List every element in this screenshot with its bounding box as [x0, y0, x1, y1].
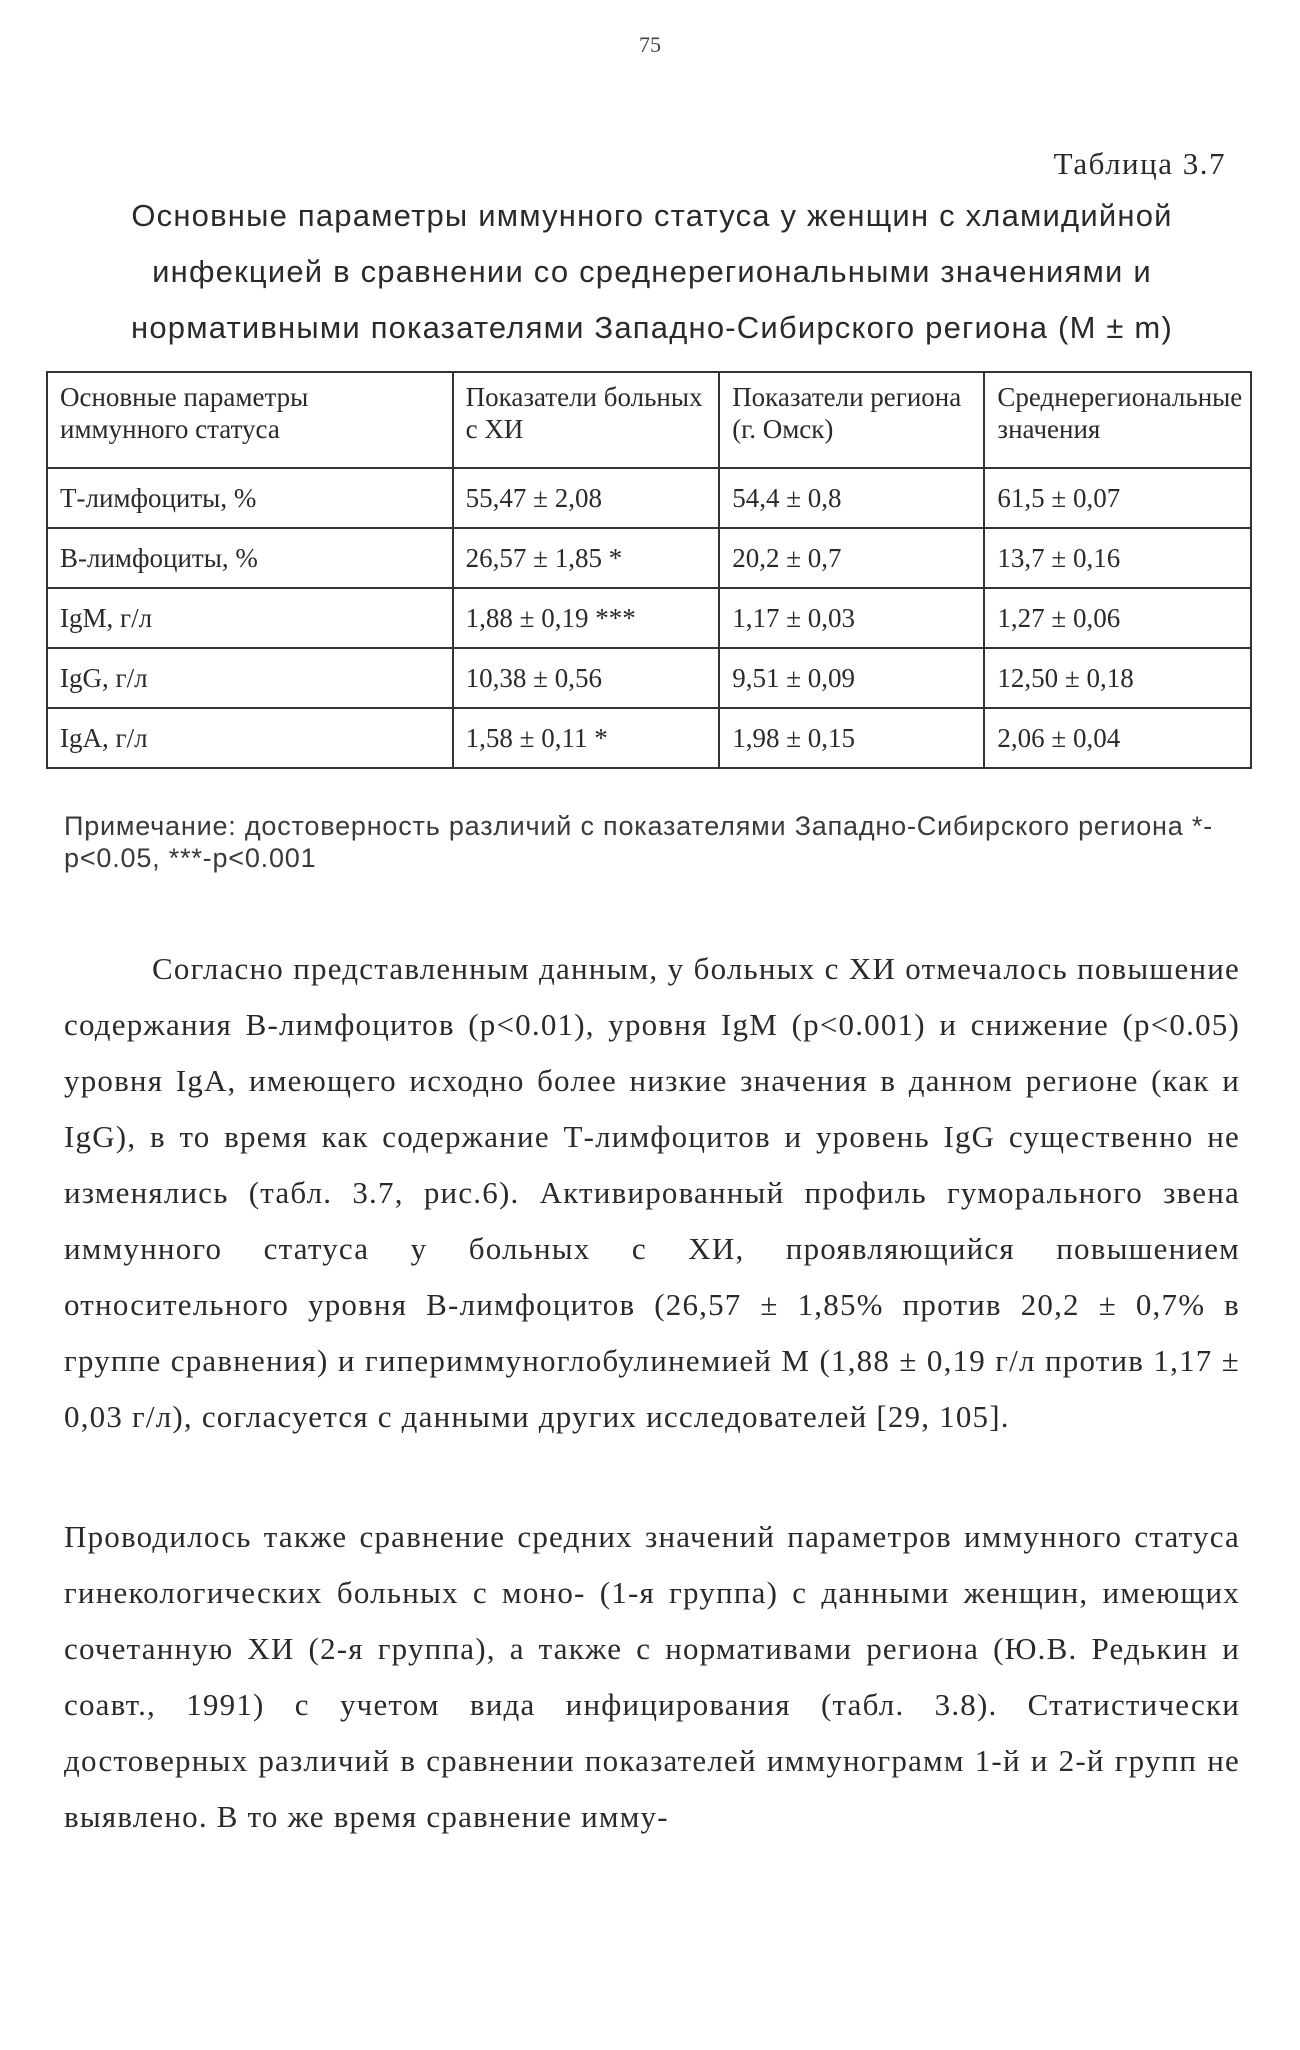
cell-parameter: IgG, г/л [47, 648, 453, 708]
header-regional-average: Среднерегиональные значения [984, 372, 1251, 468]
table-row [47, 648, 1251, 708]
cell-region: 54,4 ± 0,8 [719, 468, 984, 528]
cell-region: 20,2 ± 0,7 [719, 528, 984, 588]
cell-region: 1,17 ± 0,03 [719, 588, 984, 648]
cell-patients: 55,47 ± 2,08 [453, 468, 720, 528]
table-row [47, 708, 1251, 768]
cell-average: 1,27 ± 0,06 [984, 588, 1251, 648]
table-caption: Основные параметры иммунного статуса у женщин с хламидийной инфекцией в сравнении со среднерегиональными значениями и нормативными показателями Западно-Сибирского региона (M ± m) [131, 198, 1173, 345]
table-row [47, 468, 1251, 528]
table-row [47, 528, 1251, 588]
cell-parameter: IgM, г/л [47, 588, 453, 648]
table-header-row [47, 372, 1251, 468]
table-note: Примечание: достоверность различий с показателями Западно-Сибирского региона *-p<0.05, ***-p<0.001 [64, 811, 1213, 873]
body-paragraph-1: Согласно представленным данным, у больных с ХИ отмечалось повышение содержания В-лимфоцитов (p<0.01), уровня IgM (p<0.001) и снижение (p<0.05) уровня IgA, имеющего исходно более низкие значения в данном регионе (как и IgG), в то время как содержание Т-лимфоцитов и уровень IgG существенно не изменялись (табл. 3.7, рис.6). Активированный профиль гуморального звена иммунного статуса у больных с ХИ, проявляющийся повышением относительного уровня В-лимфоцитов (26,57 ± 1,85% против 20,2 ± 0,7% в группе сравнения) и гипериммуноглобулинемией M (1,88 ± 0,19 г/л против 1,17 ± 0,03 г/л), согласуется с данными других исследователей [29, 105]. [64, 951, 1240, 1434]
cell-parameter: IgA, г/л [47, 708, 453, 768]
cell-parameter: В-лимфоциты, % [47, 528, 453, 588]
header-patients: Показатели больных с ХИ [453, 372, 720, 468]
cell-average: 12,50 ± 0,18 [984, 648, 1251, 708]
cell-patients: 1,88 ± 0,19 *** [453, 588, 720, 648]
cell-average: 2,06 ± 0,04 [984, 708, 1251, 768]
header-parameter: Основные параметры иммунного статуса [47, 372, 453, 468]
header-region-omsk: Показатели региона (г. Омск) [719, 372, 984, 468]
cell-patients: 26,57 ± 1,85 * [453, 528, 720, 588]
cell-parameter: Т-лимфоциты, % [47, 468, 453, 528]
cell-average: 13,7 ± 0,16 [984, 528, 1251, 588]
cell-patients: 1,58 ± 0,11 * [453, 708, 720, 768]
immune-status-table [46, 371, 1252, 769]
table-row [47, 588, 1251, 648]
page-number: 75 [639, 32, 661, 57]
body-paragraph-2: Проводилось также сравнение средних значений параметров иммунного статуса гинекологических больных с моно- (1-я группа) с данными женщин, имеющих сочетанную ХИ (2-я группа), а также с нормативами региона (Ю.В. Редькин и соавт., 1991) с учетом вида инфицирования (табл. 3.8). Статистически достоверных различий в сравнении показателей иммунограмм 1-й и 2-й групп не выявлено. В то же время сравнение имму- [64, 1519, 1240, 1834]
cell-region: 9,51 ± 0,09 [719, 648, 984, 708]
cell-average: 61,5 ± 0,07 [984, 468, 1251, 528]
cell-patients: 10,38 ± 0,56 [453, 648, 720, 708]
table-label: Таблица 3.7 [1053, 146, 1226, 181]
cell-region: 1,98 ± 0,15 [719, 708, 984, 768]
